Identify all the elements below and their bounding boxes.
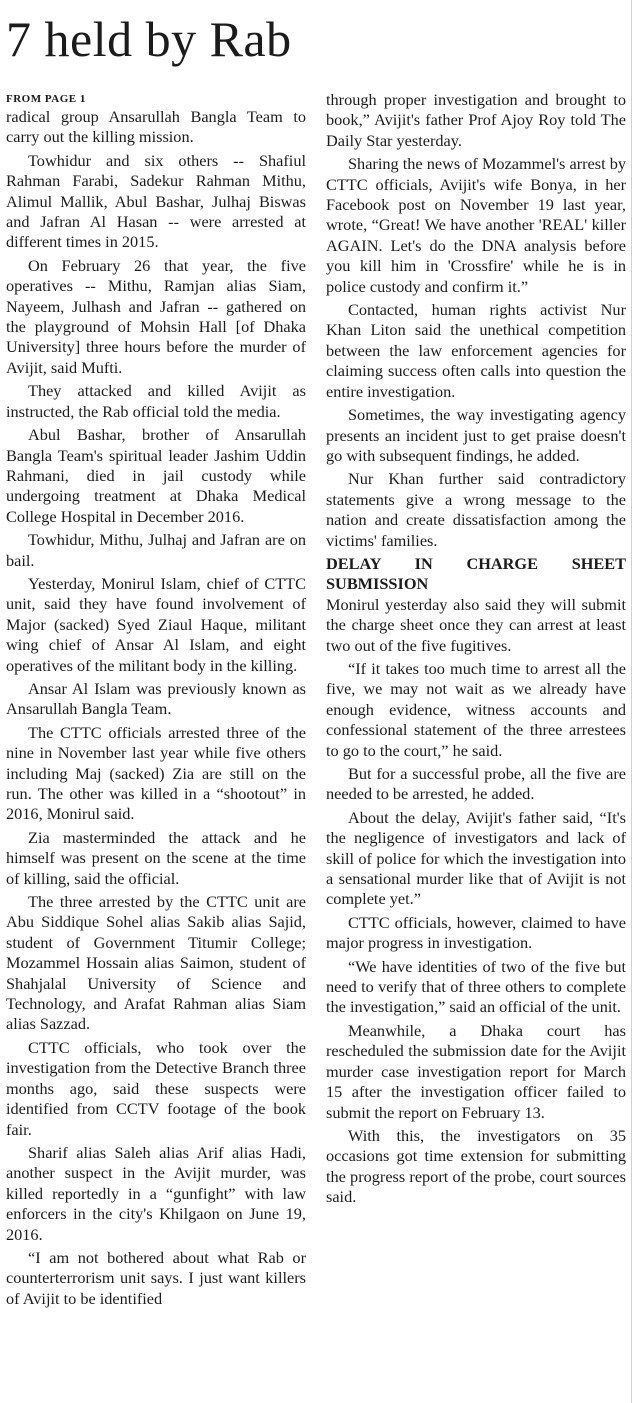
right-column [326, 90, 626, 1211]
paragraph: Abul Bashar, brother of Ansarullah Bangla Team's spiritual leader Jashim Uddin Rahmani, died in jail custody while undergoing treatment at Dhaka Medical College Hospital in December 2016. [6, 425, 306, 526]
paragraph: But for a successful probe, all the five are needed to be arrested, he added. [326, 764, 626, 804]
paragraph: Nur Khan further said contradictory statements give a wrong message to the nation and create dissatisfaction among the victims' families. [326, 469, 626, 550]
paragraph: Towhidur, Mithu, Julhaj and Jafran are on bail. [6, 530, 306, 570]
section-subhead: DELAY IN CHARGE SHEET SUBMISSION [326, 553, 626, 594]
paragraph: Sharing the news of Mozammel's arrest by CTTC officials, Avijit's wife Bonya, in her Facebook post on November 19 last year, wrote, “Great! We have another 'REAL' killer AGAIN. Let's do the DNA analysis before you kill him in 'Crossfire' while he is in police custody and confirm it.” [326, 154, 626, 296]
paragraph: On February 26 that year, the five operatives -- Mithu, Ramjan alias Siam, Nayeem, Julhash and Jafran -- gathered on the playground of Mohsin Hall [of Dhaka University] three hours before the murder of Avijit, said Mufti. [6, 255, 306, 377]
paragraph: Contacted, human rights activist Nur Khan Liton said the unethical competition between the law enforcement agencies for claiming success often calls into question the entire investigation. [326, 300, 626, 401]
paragraph: through proper investigation and brought to book,” Avijit's father Prof Ajoy Roy told The Daily Star yesterday. [326, 90, 626, 150]
paragraph: Zia masterminded the attack and he himself was present on the scene at the time of killing, said the official. [6, 827, 306, 888]
paragraph: Monirul yesterday also said they will submit the charge sheet once they can arrest at least two out of the five fugitives. [326, 594, 626, 655]
paragraph: Sharif alias Saleh alias Arif alias Hadi, another suspect in the Avijit murder, was killed reportedly in a “gunfight” with law enforcers in the city's Khilgaon on June 19, 2016. [6, 1142, 306, 1244]
paragraph: The three arrested by the CTTC unit are Abu Siddique Sohel alias Sakib alias Sajid, student of Government Titumir College; Mozammel Hossain alias Saimon, student of Shahjalal University of Science and Technology, and Arafat Rahman alias Siam alias Sazzad. [6, 892, 306, 1034]
paragraph: Sometimes, the way investigating agency presents an incident just to get praise doesn't go with subsequent findings, he added. [326, 405, 626, 465]
paragraph: The CTTC officials arrested three of the nine in November last year while five others including Maj (sacked) Zia are still on the run. The other was killed in a “shootout” in 2016, Monirul said. [6, 722, 306, 824]
paragraph: “I am not bothered about what Rab or counterterrorism unit says. I just want killers of Avijit to be identified [6, 1247, 306, 1308]
paragraph: Towhidur and six others -- Shafiul Rahman Farabi, Sadekur Rahman Mithu, Alimul Mallik, Abul Bashar, Julhaj Biswas and Jafran Al Hasan -- were arrested at different times in 2015. [6, 150, 306, 252]
paragraph: Yesterday, Monirul Islam, chief of CTTC unit, said they have found involvement of Major (sacked) Syed Ziaul Haque, militant wing chief of Ansar Al Islam, and eight operatives of the militant body in the killing. [6, 573, 306, 675]
paragraph: Ansar Al Islam was previously known as Ansarullah Bangla Team. [6, 678, 306, 719]
paragraph: With this, the investigators on 35 occasions got time extension for submitting the progress report of the probe, court sources said. [326, 1125, 626, 1207]
paragraph: “We have identities of two of the five but need to verify that of three others to complete the investigation,” said an official of the unit. [326, 956, 626, 1017]
paragraph: “If it takes too much time to arrest all the five, we may not wait as we already have enough evidence, witness accounts and confessional statement of the three arrestees to go to the court,” he said. [326, 658, 626, 760]
continuation-kicker: FROM PAGE 1 [6, 93, 86, 105]
paragraph: They attacked and killed Avijit as instructed, the Rab official told the media. [6, 381, 306, 421]
paragraph: Meanwhile, a Dhaka court has rescheduled the submission date for the Avijit murder case investigation report for March 15 after the investigation officer failed to submit the report on February 13. [326, 1020, 626, 1122]
headline: 7 held by Rab [6, 11, 292, 67]
column-rule [631, 0, 632, 1403]
paragraph: About the delay, Avijit's father said, “It's the negligence of investigators and lack of skill of police for which the investigation into a sensational murder like that of Avijit is not complete yet.” [326, 807, 626, 909]
paragraph: CTTC officials, who took over the investigation from the Detective Branch three months ago, said these suspects were identified from CCTV footage of the book fair. [6, 1037, 306, 1139]
paragraph: CTTC officials, however, claimed to have major progress in investigation. [326, 912, 626, 953]
paragraph: radical group Ansarullah Bangla Team to carry out the killing mission. [6, 107, 306, 147]
left-column [6, 92, 306, 1312]
